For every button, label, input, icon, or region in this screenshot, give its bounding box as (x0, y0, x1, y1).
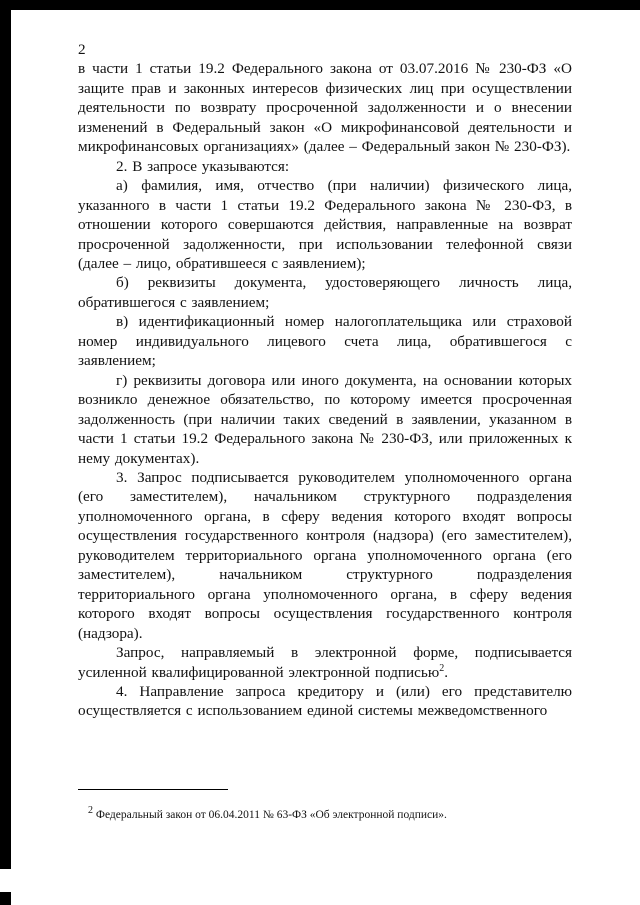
para-esign-period: . (444, 663, 448, 681)
footnote-marker: 2 (88, 804, 93, 816)
para-item-b: б) реквизиты документа, удостоверяющего личность лица, обратившегося с заявлением; (78, 274, 572, 311)
para-point-3: 3. Запрос подписывается руководителем уполномоченного органа (его заместителем), начальником структурного подразделения уполномоченного органа, в сферу ведения которого входят вопросы осуществления государственного контроля (надзора) (его заместителем), руководителем территориального органа уполномоченного органа (его заместителем), начальником структурного подразделения территориального органа уполномоченного органа, в сферу ведения которого входят вопросы осуществления государственного контроля (надзора). (78, 468, 572, 642)
para-esign-text: Запрос, направляемый в электронной форме, подписывается усиленной квалифицированной электронной подписью (78, 644, 572, 681)
footnote-reference: 2 (439, 662, 445, 674)
page-number: 2 (78, 41, 86, 58)
para-item-v: в) идентификационный номер налогоплательщика или страховой номер индивидуального лицевого счета лица, обратившегося с заявлением; (78, 313, 572, 370)
para-esign (78, 643, 572, 682)
footnote (78, 804, 572, 822)
para-law-230fz: в части 1 статьи 19.2 Федерального закона от 03.07.2016 № 230-ФЗ «О защите прав и законных интересов физических лиц при осуществлении деятельности по возврату просроченной задолженности и о внесении изменений в Федеральный закон «О микрофинансовой деятельности и микрофинансовых организациях» (далее – Федеральный закон № 230-ФЗ). (78, 60, 572, 156)
footnote-text: Федеральный закон от 06.04.2011 № 63-ФЗ «Об электронной подписи». (93, 808, 447, 821)
para-point-4: 4. Направление запроса кредитору и (или) его представителю осуществляется с использованием единой системы межведомственного (78, 682, 572, 720)
para-item-a: а) фамилия, имя, отчество (при наличии) физического лица, указанного в части 1 статьи 19.2 Федерального закона № 230-ФЗ, в отношении которого совершаются действия, направленные на возврат просроченной задолженности, при использовании телефонной связи (далее – лицо, обратившееся с заявлением); (78, 177, 572, 272)
document-body (78, 40, 572, 721)
scan-edge-left (0, 0, 11, 869)
scan-edge-bottom-left (0, 892, 11, 905)
para-item-g: г) реквизиты договора или иного документа, на основании которых возникло денежное обязательство, по которому имеется просроченная задолженность (при наличии таких сведений в заявлении, указанном в части 1 статьи 19.2 Федерального закона № 230-ФЗ, или приложенных к нему документах). (78, 371, 572, 467)
scan-edge-top (0, 0, 640, 10)
footnote-separator (78, 789, 228, 790)
para-point-2: 2. В запросе указываются: (116, 157, 290, 175)
